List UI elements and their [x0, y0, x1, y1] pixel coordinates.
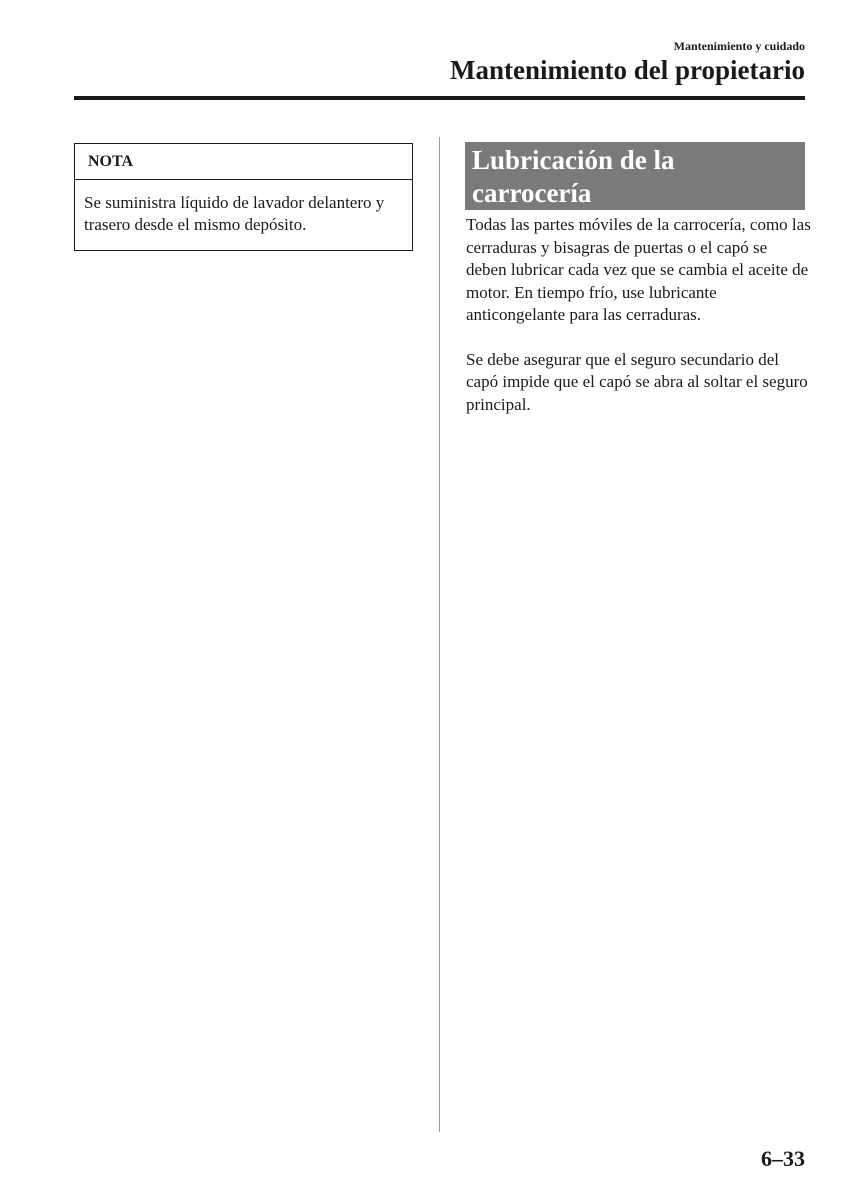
- section-heading-line-1: Lubricación de la: [472, 145, 675, 175]
- section-paragraph-2: Se debe asegurar que el seguro secundario del capó impide que el capó se abra al soltar el seguro principal.: [466, 349, 808, 414]
- section-heading: [465, 142, 805, 210]
- section-body: [466, 214, 811, 438]
- header-section-title: Mantenimiento y cuidado: [673, 39, 805, 53]
- note-body: Se suministra líquido de lavador delantero y trasero desde el mismo depósito.: [84, 193, 385, 234]
- section-paragraph-1: Todas las partes móviles de la carrocería, como las cerraduras y bisagras de puertas o el capó se deben lubricar cada vez que se cambia el aceite de motor. En tiempo frío, use lubricante anticongelante para las cerraduras.: [466, 215, 811, 324]
- header-rule: [74, 96, 805, 100]
- page-number: 6–33: [761, 1146, 805, 1171]
- note-box: [74, 143, 413, 251]
- column-divider: [439, 137, 440, 1132]
- note-title: NOTA: [75, 144, 412, 180]
- section-heading-line-2: carrocería: [472, 178, 592, 208]
- header-chapter-title: Mantenimiento del propietario: [450, 55, 805, 85]
